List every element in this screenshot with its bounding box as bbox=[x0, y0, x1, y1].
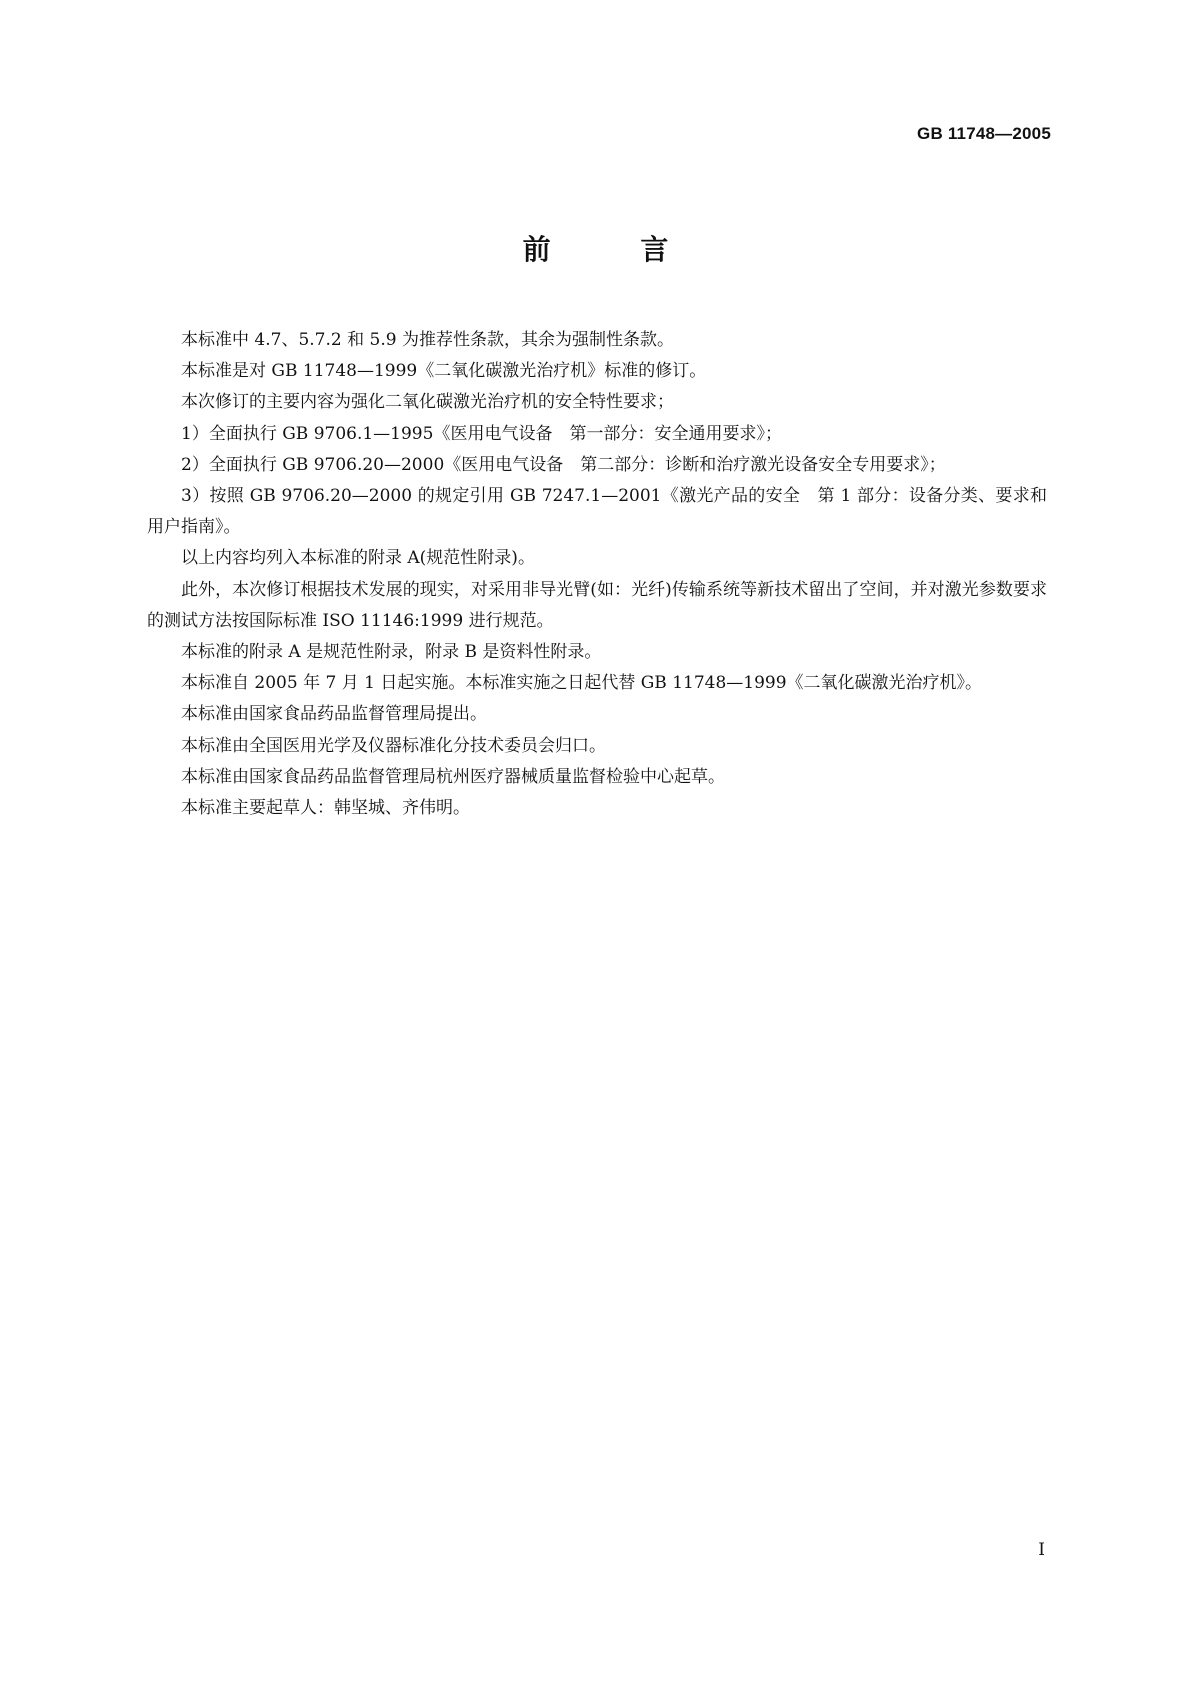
paragraph-main-changes: 本次修订的主要内容为强化二氧化碳激光治疗机的安全特性要求； bbox=[181, 392, 674, 413]
page-number: I bbox=[1038, 1540, 1045, 1560]
paragraph-proposed-by: 本标准由国家食品药品监督管理局提出。 bbox=[181, 704, 487, 725]
paragraph-drafters: 本标准主要起草人：韩坚城、齐伟明。 bbox=[181, 798, 470, 819]
page-title: 前 言 bbox=[522, 233, 709, 266]
document-code: GB 11748—2005 bbox=[917, 124, 1051, 143]
list-item-1: 1）全面执行 GB 9706.1—1995《医用电气设备 第一部分：安全通用要求》； bbox=[181, 423, 782, 444]
paragraph-centralized-by: 本标准由全国医用光学及仪器标准化分技术委员会归口。 bbox=[181, 735, 606, 756]
paragraph-drafted-by: 本标准由国家食品药品监督管理局杭州医疗器械质量监督检验中心起草。 bbox=[181, 766, 725, 787]
paragraph-recommended-clauses: 本标准中 4.7、5.7.2 和 5.9 为推荐性条款，其余为强制性条款。 bbox=[181, 330, 674, 350]
list-item-3: 3）按照 GB 9706.20—2000 的规定引用 GB 7247.1—2001《激光产品的安全 第 1 部分：设备分类、要求和用户指南》。 bbox=[147, 486, 1047, 538]
paragraph-effective-date: 本标准自 2005 年 7 月 1 日起实施。本标准实施之日起代替 GB 11748—1999《二氧化碳激光治疗机》。 bbox=[181, 673, 983, 694]
list-item-2: 2）全面执行 GB 9706.20—2000《医用电气设备 第二部分：诊断和治疗激光设备安全专用要求》； bbox=[181, 454, 946, 475]
paragraph-appendix-a-note: 以上内容均列入本标准的附录 A(规范性附录)。 bbox=[181, 548, 535, 569]
preface-body bbox=[147, 325, 1047, 824]
paragraph-additional-changes: 此外，本次修订根据技术发展的现实，对采用非导光臂(如：光纤)传输系统等新技术留出了空间，并对激光参数要求的测试方法按国际标准 ISO 11146:1999 进行规范。 bbox=[147, 579, 1047, 631]
paragraph-appendices: 本标准的附录 A 是规范性附录，附录 B 是资料性附录。 bbox=[181, 642, 602, 663]
paragraph-revision-of: 本标准是对 GB 11748—1999《二氧化碳激光治疗机》标准的修订。 bbox=[181, 361, 707, 382]
